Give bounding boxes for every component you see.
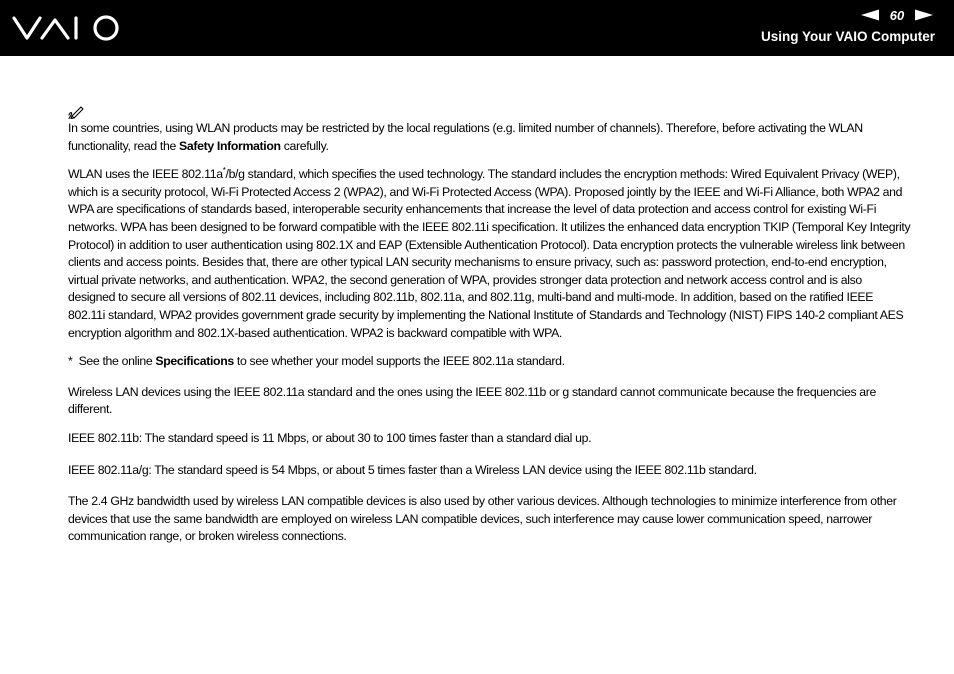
specifications-link: Specifications <box>155 354 234 369</box>
wlan-paragraph <box>68 166 911 342</box>
arrow-right-icon[interactable] <box>914 9 934 21</box>
wlan-text-before: WLAN uses the IEEE 802.11a <box>68 167 223 182</box>
vaio-logo <box>12 14 122 42</box>
pencil-note-icon <box>68 103 84 119</box>
wlan-text-after: /b/g standard, which specifies the used technology. The standard includes the encryption methods: Wired Equivalent Privacy (WEP), which is a security protocol, Wi-Fi Protected Access 2 (WPA2), and Wi-Fi Protected Access (WPA). Proposed jointly by the IEEE and Wi-Fi Alliance, both WPA2 and WPA are specifications of standards based, interoperable security enhancements that increase the level of data protection and access control for existing Wi-Fi networks. WPA has been designed to be forward compatible with the IEEE 802.11i specification. It utilizes the enhanced data encryption TKIP (Temporal Key Integrity Protocol) in addition to user authentication using 802.1X and EAP (Extensible Authentication Protocol). Data encryption protects the vulnerable wireless link between clients and access points. Besides that, there are other typical LAN security mechanisms to ensure privacy, such as: password protection, end-to-end encryption, virtual private networks, and authentication. WPA2, the second generation of WPA, provides stronger data protection and network access control and is also designed to secure all versions of 802.11 devices, including 802.11b, 802.11a, and 802.11g, multi-band and multi-mode. In addition, based on the ratified IEEE 802.11i standard, WPA2 provides government grade security by implementing the National Institute of Standards and Technology (NIST) FIPS 140-2 compliant AES encryption algorithm and 802.1X-based authentication. WPA2 is backward compatible with WPA. <box>68 167 911 340</box>
footnote-asterisk: * <box>68 354 73 369</box>
page-content <box>68 103 911 546</box>
page-navigation <box>860 7 934 23</box>
arrow-left-icon[interactable] <box>860 9 880 21</box>
footnote-text-after: to see whether your model supports the IEEE 802.11a standard. <box>233 354 565 369</box>
note-text-after: carefully. <box>280 138 329 153</box>
page-number: 60 <box>889 7 905 23</box>
note-text-before: In some countries, using WLAN products may be restricted by the local regulations (e.g. limited number of channels). Therefore, before activating the WLAN functionality, read the <box>68 121 863 153</box>
page-header <box>0 0 954 56</box>
devices-paragraph: Wireless LAN devices using the IEEE 802.11a standard and the ones using the IEEE 802.11b or g standard cannot communicate because the frequencies are different. <box>68 384 877 417</box>
safety-information-link: Safety Information <box>179 138 281 153</box>
footnote-text-before: See the online <box>78 354 156 369</box>
ieee-11ag-paragraph: IEEE 802.11a/g: The standard speed is 54 Mbps, or about 5 times faster than a Wireless LAN device using the IEEE 802.11b standard. <box>68 462 757 477</box>
footnote-paragraph <box>68 353 911 371</box>
footnote-marker: * <box>222 166 226 176</box>
note-paragraph <box>68 120 911 155</box>
section-title: Using Your VAIO Computer <box>760 29 935 44</box>
bandwidth-paragraph: The 2.4 GHz bandwidth used by wireless LAN compatible devices is also used by other various devices. Although technologies to minimize interference from other devices that use the same bandwidth are employed on wireless LAN compatible devices, such interference may cause lower communication speed, narrower communication range, or broken wireless connections. <box>68 494 897 544</box>
ieee-11b-paragraph: IEEE 802.11b: The standard speed is 11 Mbps, or about 30 to 100 times faster than a standard dial up. <box>68 430 592 445</box>
